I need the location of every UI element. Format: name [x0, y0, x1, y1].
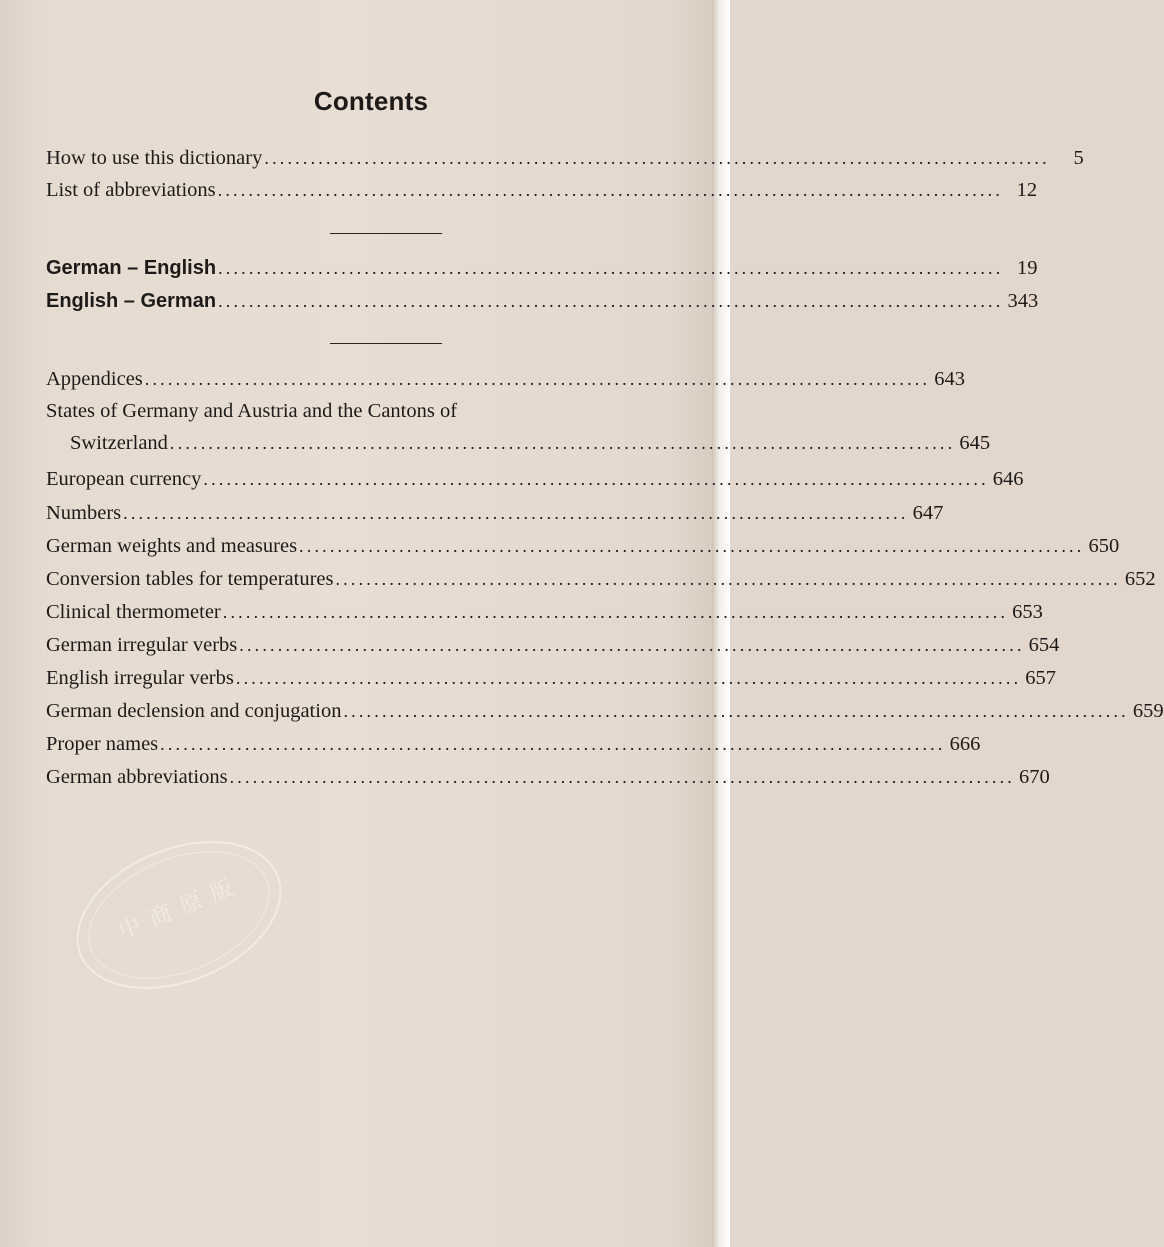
toc-entry-page: 654 — [1028, 634, 1060, 656]
leader-dots: ...................................................................................................... — [229, 767, 1015, 787]
toc-entry-page: 659 — [1132, 700, 1164, 722]
toc-entry-page: 646 — [992, 468, 1024, 490]
leader-dots: ...................................................................................................... — [218, 258, 1004, 278]
toc-entry[interactable] — [46, 174, 1038, 206]
toc-entry-label: German declension and conjugation — [46, 700, 342, 722]
toc-entry-label: German weights and measures — [46, 535, 298, 557]
toc-entry[interactable] — [46, 695, 1164, 728]
page-title: Contents — [313, 86, 429, 116]
toc-entry-page: 670 — [1019, 766, 1050, 788]
toc-group-appendices — [46, 363, 1164, 794]
leader-dots: ...................................................................................................... — [217, 180, 1004, 200]
toc-entry-page: 653 — [1012, 601, 1043, 623]
toc-entry-label: Conversion tables for temperatures — [46, 568, 334, 590]
toc-entry-page: 643 — [934, 368, 965, 390]
toc-entry-label: European currency — [46, 468, 202, 490]
leader-dots: ...................................................................................................... — [299, 536, 1085, 556]
toc-entry[interactable] — [46, 761, 1050, 794]
toc-entry-label: English – German — [46, 290, 217, 312]
toc-entry[interactable] — [46, 142, 1084, 174]
toc-entry[interactable] — [46, 395, 991, 457]
toc-entry-page: 19 — [1016, 257, 1038, 279]
toc-entry[interactable] — [46, 563, 1156, 596]
toc-entry[interactable] — [46, 662, 1057, 695]
toc-entry-label: How to use this dictionary — [46, 147, 263, 169]
toc-entry[interactable] — [46, 497, 944, 530]
toc-entry[interactable] — [46, 530, 1120, 563]
leader-dots: ...................................................................................................... — [123, 503, 909, 523]
toc-entry-page: 666 — [949, 733, 981, 755]
leader-dots: ...................................................................................................... — [235, 668, 1022, 688]
toc-entry-label-continued: Switzerland — [70, 432, 168, 454]
toc-entry-page: 657 — [1025, 667, 1057, 689]
toc-entry-page: 645 — [959, 432, 991, 454]
leader-dots: ...................................................................................................... — [335, 569, 1121, 589]
leader-dots: ...................................................................................................... — [169, 433, 956, 453]
toc-entry-label: German abbreviations — [46, 766, 228, 788]
toc-entry-label: List of abbreviations — [46, 179, 216, 201]
toc-entry-label: German – English — [46, 257, 217, 279]
toc-entry-label: Appendices — [46, 368, 143, 390]
toc-group-dictionary — [46, 252, 1039, 317]
toc-entry-label: States of Germany and Austria and the Cantons of — [46, 400, 458, 422]
toc-entry[interactable] — [46, 363, 965, 395]
leader-dots: ...................................................................................................... — [203, 469, 989, 489]
leader-dots: ...................................................................................................... — [222, 602, 1009, 622]
toc-entry[interactable] — [46, 285, 1039, 317]
toc-entry-label: Clinical thermometer — [46, 601, 221, 623]
toc-entry[interactable] — [46, 252, 1038, 285]
toc-entry[interactable] — [46, 463, 1024, 497]
toc-entry-page: 652 — [1124, 568, 1156, 590]
leader-dots: ...................................................................................................... — [264, 148, 1050, 168]
toc-entry-label: German irregular verbs — [46, 634, 238, 656]
toc-entry-label: Proper names — [46, 733, 159, 755]
leader-dots: ...................................................................................................... — [343, 701, 1129, 721]
toc-entry-label: Numbers — [46, 502, 122, 524]
toc-entry-page: 12 — [1016, 179, 1038, 201]
toc-group-front-matter — [46, 142, 1084, 206]
toc-entry[interactable] — [46, 629, 1060, 662]
leader-dots: ...................................................................................................... — [239, 635, 1025, 655]
leader-dots: ...................................................................................................... — [218, 291, 1004, 311]
toc-entry-page: 343 — [1007, 290, 1039, 312]
leader-dots: ...................................................................................................... — [160, 734, 946, 754]
toc-entry-label: English irregular verbs — [46, 667, 234, 689]
toc-entry[interactable] — [46, 596, 1043, 629]
watermark-text: 中 商 原 版 — [115, 875, 239, 945]
toc-entry-page: 647 — [912, 502, 944, 524]
section-divider — [330, 233, 442, 234]
section-divider — [330, 343, 442, 344]
toc-entry-page: 650 — [1088, 535, 1120, 557]
toc-entry-page: 5 — [1073, 147, 1084, 169]
leader-dots: ...................................................................................................... — [144, 369, 931, 389]
toc-entry[interactable] — [46, 728, 981, 761]
